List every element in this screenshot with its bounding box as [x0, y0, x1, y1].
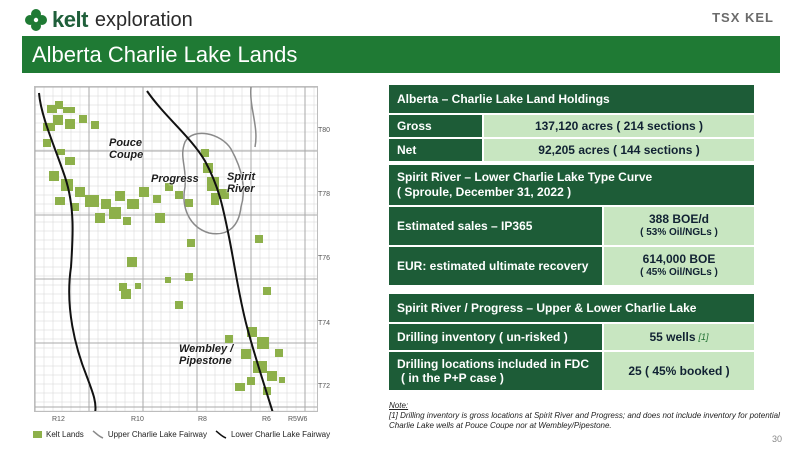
table-row — [389, 352, 754, 390]
kelt-land-parcel — [247, 377, 255, 385]
map-label-pouce-coupe: Pouce Coupe — [109, 137, 144, 161]
range-label: R6 — [262, 416, 271, 423]
legend-kelt-lands: Kelt Lands — [46, 430, 84, 439]
land-holdings-header: Alberta – Charlie Lake Land Holdings — [389, 85, 754, 113]
row-value: 25 ( 45% booked ) — [604, 352, 754, 390]
kelt-land-parcel — [123, 217, 131, 225]
kelt-land-parcel — [63, 107, 75, 113]
upper-fairway-line-icon — [92, 430, 104, 439]
title-bar — [22, 36, 780, 73]
kelt-land-parcel — [187, 239, 195, 247]
company-logo — [24, 6, 193, 34]
range-label: R5W6 — [288, 416, 308, 423]
map-label-wembley: Wembley / Pipestone — [179, 343, 234, 367]
footnote-ref: [1] — [698, 332, 709, 342]
row-value — [604, 324, 754, 350]
kelt-land-parcel — [85, 195, 99, 207]
kelt-land-parcel — [121, 289, 131, 299]
row-label-line2: ( in the P+P case ) — [401, 371, 504, 385]
township-label: T72 — [318, 383, 331, 390]
drilling-inventory-table — [389, 294, 754, 390]
legend-upper-fairway: Upper Charlie Lake Fairway — [107, 430, 207, 439]
type-curve-subtitle: ( Sproule, December 31, 2022 ) — [397, 185, 572, 199]
type-curve-table — [389, 165, 754, 285]
row-value-main: 388 BOE/d — [648, 212, 710, 226]
row-value: 137,120 acres ( 214 sections ) — [484, 115, 754, 137]
note-title: Note: — [389, 401, 409, 410]
kelt-land-parcel — [255, 235, 263, 243]
kelt-land-parcel — [211, 193, 219, 205]
kelt-land-parcel — [153, 195, 161, 203]
kelt-land-parcel — [241, 349, 251, 359]
kelt-land-parcel — [185, 199, 193, 207]
range-label: R8 — [198, 416, 207, 423]
kelt-land-parcel — [275, 349, 283, 357]
row-label-line1: Drilling locations included in FDC — [397, 357, 590, 371]
kelt-land-parcel — [139, 187, 149, 197]
map-label-progress: Progress — [151, 173, 199, 185]
township-label: T78 — [318, 191, 331, 198]
table-row — [389, 115, 754, 137]
kelt-land-parcel — [135, 283, 141, 289]
township-label: T74 — [318, 320, 331, 327]
kelt-land-parcel — [225, 335, 233, 343]
range-label: R12 — [52, 416, 65, 423]
page-title: Alberta Charlie Lake Lands — [32, 42, 298, 67]
row-value-sub: ( 53% Oil/NGLs ) — [640, 227, 718, 238]
footnote — [389, 401, 784, 431]
kelt-land-parcel — [43, 139, 51, 147]
map-canvas — [35, 87, 318, 412]
kelt-land-parcel — [127, 199, 139, 209]
table-row — [389, 207, 754, 245]
type-curve-header — [389, 165, 754, 205]
logo-word-text: exploration — [94, 8, 193, 31]
kelt-lands-swatch — [33, 431, 42, 438]
legend-lower-fairway: Lower Charlie Lake Fairway — [230, 430, 331, 439]
kelt-land-parcel — [55, 101, 63, 109]
row-value — [604, 207, 754, 245]
map-legend — [33, 430, 334, 439]
kelt-land-parcel — [95, 213, 105, 223]
table-row — [389, 139, 754, 161]
row-label — [389, 352, 602, 390]
inventory-header: Spirit River / Progress – Upper & Lower Charlie Lake — [389, 294, 754, 322]
kelt-land-parcel — [155, 213, 165, 223]
kelt-land-parcel — [75, 187, 85, 197]
row-value: 92,205 acres ( 144 sections ) — [484, 139, 754, 161]
kelt-land-parcel — [65, 119, 75, 129]
row-label: Gross — [389, 115, 482, 137]
kelt-land-parcel — [267, 371, 277, 381]
land-map — [34, 86, 318, 412]
row-label: EUR: estimated ultimate recovery — [389, 247, 602, 285]
kelt-land-parcel — [175, 301, 183, 309]
page-number: 30 — [771, 434, 782, 444]
kelt-land-parcel — [109, 207, 121, 219]
lower-fairway-line-icon — [215, 430, 227, 439]
row-label: Estimated sales – IP365 — [389, 207, 602, 245]
kelt-land-parcel — [279, 377, 285, 383]
table-row — [389, 324, 754, 350]
land-holdings-table — [389, 85, 754, 161]
kelt-land-parcel — [127, 257, 137, 267]
kelt-land-parcel — [55, 197, 65, 205]
kelt-land-parcel — [185, 273, 193, 281]
kelt-land-parcel — [175, 191, 183, 199]
exchange-ticker: TSX KEL — [712, 10, 774, 25]
row-value-sub: ( 45% Oil/NGLs ) — [640, 267, 718, 278]
township-label: T80 — [318, 127, 331, 134]
table-row — [389, 247, 754, 285]
row-value — [604, 247, 754, 285]
kelt-land-parcel — [257, 337, 269, 349]
township-label: T76 — [318, 255, 331, 262]
kelt-land-parcel — [263, 287, 271, 295]
kelt-land-parcel — [57, 149, 65, 155]
kelt-land-parcel — [235, 383, 245, 391]
kelt-land-parcel — [79, 115, 87, 123]
row-value-main: 614,000 BOE — [642, 252, 716, 266]
logo-brand-text: kelt — [52, 7, 88, 32]
row-label: Net — [389, 139, 482, 161]
kelt-land-parcel — [65, 157, 75, 165]
map-label-spirit-river: Spirit River — [227, 171, 256, 195]
kelt-land-parcel — [115, 191, 125, 201]
kelt-land-parcel — [49, 171, 59, 181]
note-text: [1] Drilling inventory is gross locations at Spirit River and Progress; and does not include inventory for potential Charlie Lake wells at Pouce Coupe nor at Wembley/Pipestone. — [389, 411, 780, 430]
kelt-land-parcel — [165, 277, 171, 283]
row-label: Drilling inventory ( un-risked ) — [389, 324, 602, 350]
range-label: R10 — [131, 416, 144, 423]
kelt-land-parcel — [91, 121, 99, 129]
row-value-main: 55 wells — [649, 330, 696, 344]
type-curve-title: Spirit River – Lower Charlie Lake Type Curve — [397, 170, 653, 184]
clover-logo-icon — [24, 8, 48, 32]
